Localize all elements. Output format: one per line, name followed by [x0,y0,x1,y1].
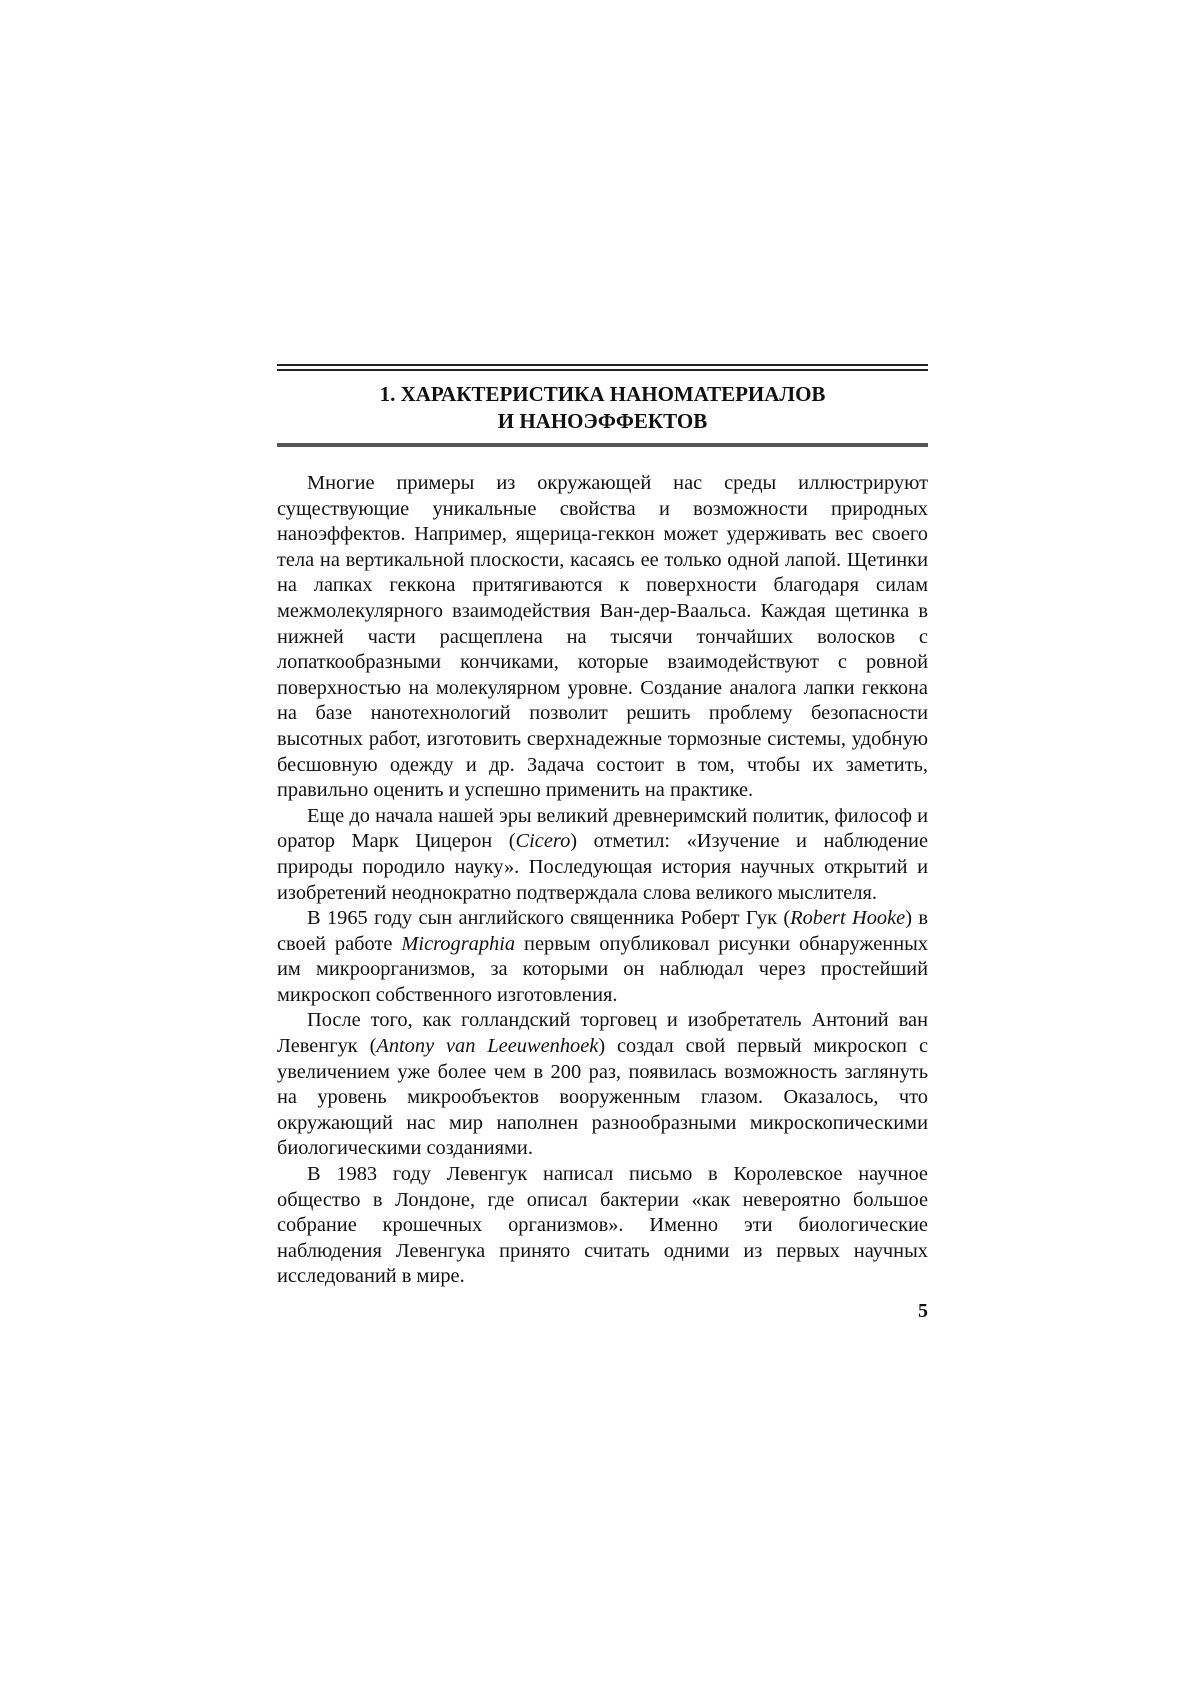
chapter-heading [277,381,928,435]
top-double-rule [277,364,928,371]
paragraph-3-italic-2: Micrographia [401,932,516,955]
paragraph-4-italic: Antony van Leeuwenhoek [376,1035,599,1058]
heading-line-2: И НАНОЭФФЕКТОВ [497,409,708,433]
paragraph-4-text-a: После того, как голландский торговец и изобретатель Антоний ван Левенгук ( [277,1009,928,1058]
paragraph-1: Многие примеры из окружающей нас среды иллюстрируют существующие уникальные свойства и возможности природных наноэффектов. Например, ящерица-геккон может удерживать вес своего тела на вертикальной плоскости, касаясь ее только одной лапой. Щетинки на лапках геккона притягиваются к поверхности благодаря силам межмолекулярного взаимодействия Ван-дер-Ваальса. Каждая щетинка в нижней части расщеплена на тысячи тончайших волосков с лопаткообразными кончиками, которые взаимодействуют с ровной поверхностью на молекулярном уровне. Создание аналога лапки геккона на базе нанотехнологий позволит решить проблему безопасности высотных работ, изготовить сверхнадежные тормозные системы, удобную бесшовную одежду и др. Задача состоит в том, чтобы их заметить, правильно оценить и успешно применить на практике. [277,472,928,802]
paragraph-3-text-a: В 1965 году сын английского священника Роберт Гук ( [307,907,791,930]
paragraph-5: В 1983 году Левенгук написал письмо в Королевское научное общество в Лондоне, где описал бактерии «как невероятно большое собрание крошечных организмов». Именно эти биологические наблюдения Левенгука принято считать одними из первых научных исследований в мире. [277,1163,928,1288]
paragraph-4-text-b: ) создал свой первый микроскоп с увеличением уже более чем в 200 раз, появилась возможность заглянуть на уровень микрообъектов вооруженным глазом. Оказалось, что окружающий нас мир наполнен разнообразными микроскопическими биологическими созданиями. [277,1035,928,1160]
paragraph-4 [277,1008,928,1162]
page-content [277,364,928,1323]
paragraph-3-text-b: ) в своей работе [277,907,928,955]
heading-line-1: 1. ХАРАКТЕРИСТИКА НАНОМАТЕРИАЛОВ [379,382,826,406]
paragraph-2-text-a: Еще до начала нашей эры великий древнеримский политик, философ и оратор Марк Цицерон ( [277,804,928,853]
paragraph-2-text-b: ) отметил: «Изучение и наблюдение природы породило науку». Последующая история научных открытий и изобретений неоднократно подтверждала слова великого мыслителя. [277,830,928,904]
paragraph-2-italic: Cicero [515,830,571,853]
page-number: 5 [918,1300,928,1322]
body-text [277,471,928,1290]
paragraph-3-italic-1: Robert Hooke [790,907,906,930]
bottom-thick-rule [277,443,928,447]
paragraph-3-text-c: первым опубликовал рисунки обнаруженных им микроорганизмов, за которыми он наблюдал через простейший микроскоп собственного изготовления. [277,932,928,1006]
paragraph-2 [277,804,928,906]
paragraph-3 [277,906,928,1008]
